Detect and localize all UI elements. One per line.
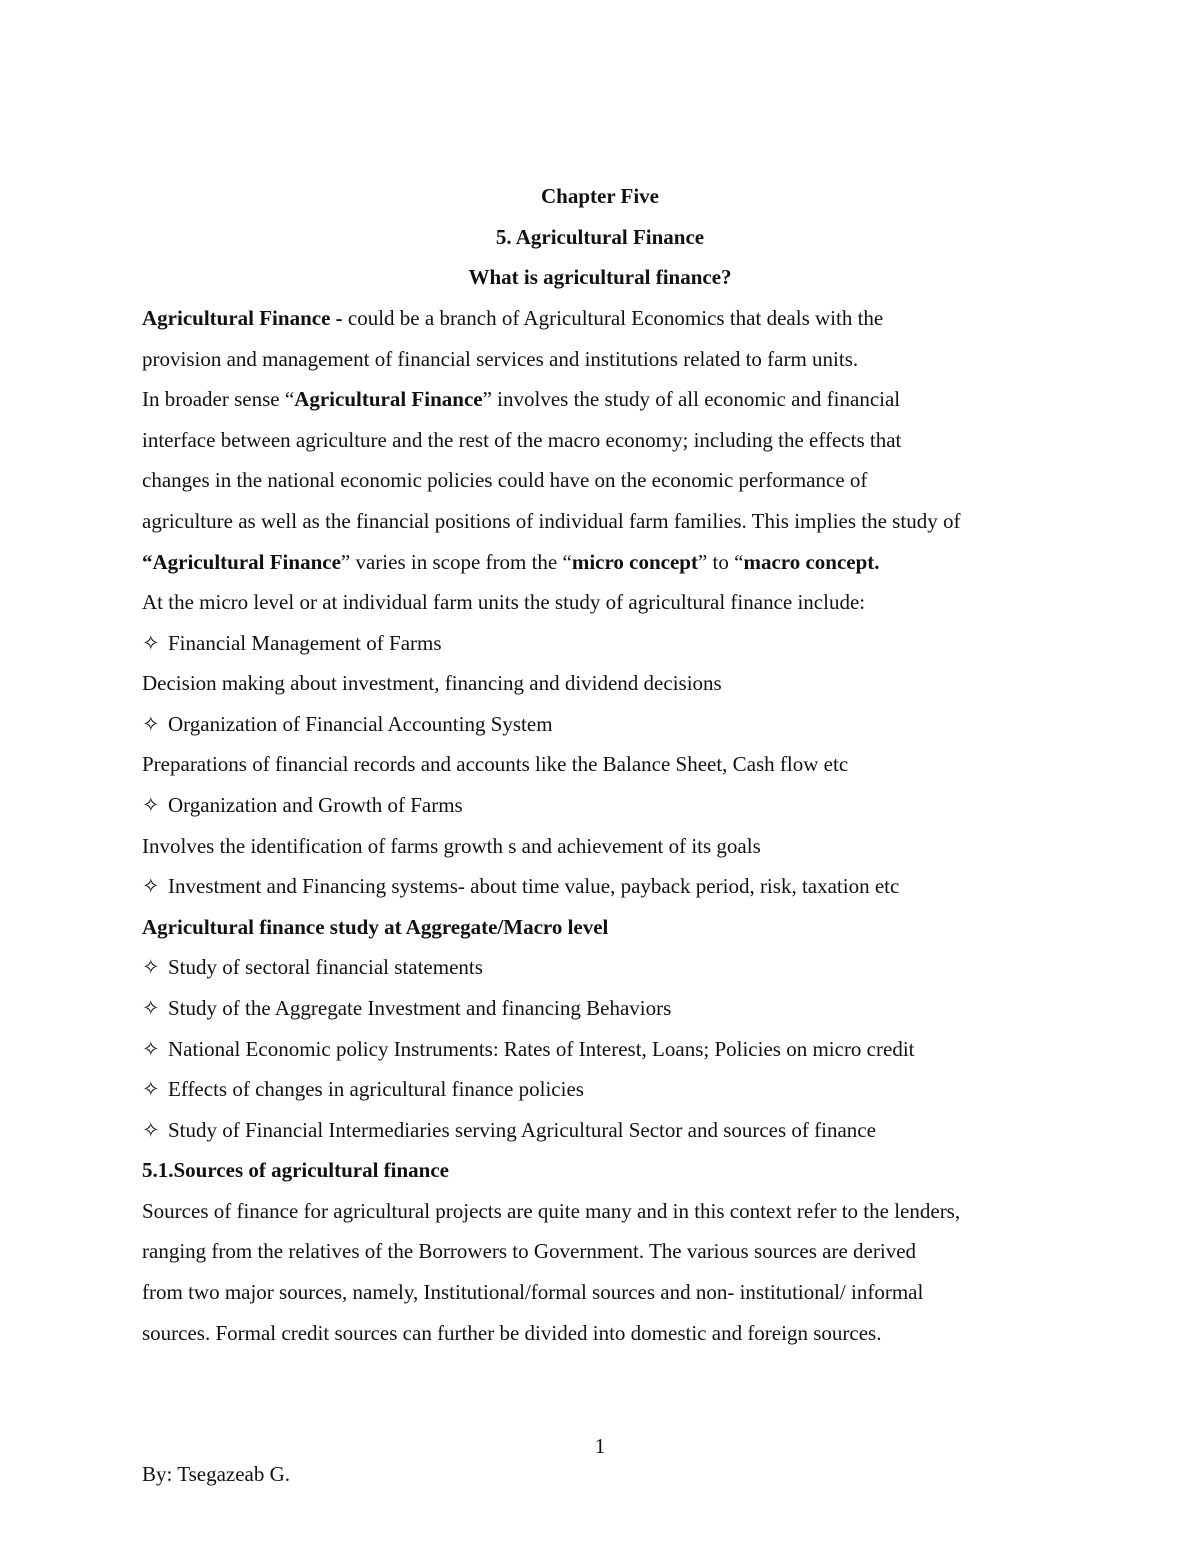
broader-line-5: “Agricultural Finance” varies in scope from the “micro concept” to “macro concept. [142, 550, 880, 574]
section-heading: 5. Agricultural Finance [495, 225, 705, 249]
question-heading: What is agricultural finance? [468, 265, 732, 289]
sources-line-4: sources. Formal credit sources can further be divided into domestic and foreign sources. [142, 1321, 882, 1345]
macro-item-3: ✧ National Economic policy Instruments: Rates of Interest, Loans; Policies on micro credit [142, 1037, 915, 1061]
broader-line-4: agriculture as well as the financial positions of individual farm families. This implies the study of [142, 509, 961, 533]
micro-item-2: ✧ Organization of Financial Accounting System [142, 712, 553, 736]
macro-item-2: ✧ Study of the Aggregate Investment and financing Behaviors [142, 996, 672, 1020]
star-bullet-icon: ✧ [142, 793, 160, 817]
sources-line-2: ranging from the relatives of the Borrowers to Government. The various sources are derived [142, 1239, 917, 1263]
micro-desc-1: Decision making about investment, financing and dividend decisions [142, 671, 722, 695]
star-bullet-icon: ✧ [142, 1077, 160, 1101]
star-bullet-icon: ✧ [142, 1037, 160, 1061]
broader-line-3: changes in the national economic policies could have on the economic performance of [142, 468, 868, 492]
broader-line-2: interface between agriculture and the rest of the macro economy; including the effects that [142, 428, 902, 452]
macro-item-5: ✧ Study of Financial Intermediaries serving Agricultural Sector and sources of finance [142, 1118, 876, 1142]
definition-term: Agricultural Finance - [142, 306, 343, 330]
definition-line-1 [142, 305, 883, 331]
micro-item-3: ✧ Organization and Growth of Farms [142, 793, 463, 817]
chapter-heading: Chapter Five [540, 184, 659, 208]
page-number: 1 [594, 1434, 606, 1458]
micro-item-4: ✧ Investment and Financing systems- about time value, payback period, risk, taxation etc [142, 874, 900, 898]
sources-line-3: from two major sources, namely, Institutional/formal sources and non- institutional/ informal [142, 1280, 924, 1304]
macro-heading: Agricultural finance study at Aggregate/Macro level [142, 915, 609, 939]
definition-text: could be a branch of Agricultural Economics that deals with the [342, 306, 884, 330]
micro-item-1: ✧ Financial Management of Farms [142, 631, 442, 655]
broader-line-1: In broader sense “Agricultural Finance” involves the study of all economic and financial [142, 387, 901, 411]
star-bullet-icon: ✧ [142, 996, 160, 1020]
footer-author: By: Tsegazeab G. [142, 1462, 291, 1486]
sources-heading: 5.1.Sources of agricultural finance [142, 1158, 450, 1182]
macro-item-1: ✧ Study of sectoral financial statements [142, 955, 483, 979]
star-bullet-icon: ✧ [142, 631, 160, 655]
sources-line-1: Sources of finance for agricultural projects are quite many and in this context refer to the lenders, [142, 1199, 961, 1223]
star-bullet-icon: ✧ [142, 874, 160, 898]
micro-desc-3: Involves the identification of farms growth s and achievement of its goals [142, 834, 761, 858]
micro-intro: At the micro level or at individual farm units the study of agricultural finance include: [142, 590, 866, 614]
definition-line-2: provision and management of financial services and institutions related to farm units. [142, 347, 859, 371]
micro-desc-2: Preparations of financial records and accounts like the Balance Sheet, Cash flow etc [142, 752, 849, 776]
star-bullet-icon: ✧ [142, 712, 160, 736]
star-bullet-icon: ✧ [142, 1118, 160, 1142]
macro-item-4: ✧ Effects of changes in agricultural finance policies [142, 1077, 584, 1101]
star-bullet-icon: ✧ [142, 955, 160, 979]
